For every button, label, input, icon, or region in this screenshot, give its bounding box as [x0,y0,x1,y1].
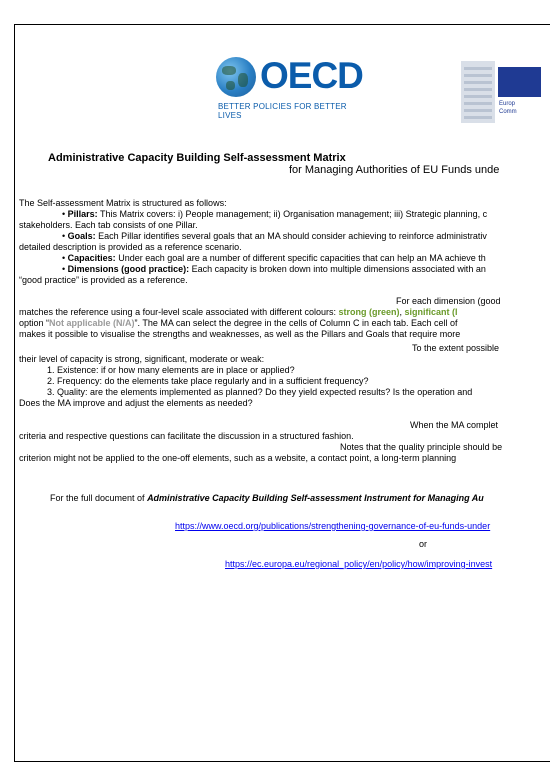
ec-regional-policy-link[interactable]: https://ec.europa.eu/regional_policy/en/policy/how/improving-invest [225,559,493,569]
notes-right: Notes that the quality principle should be [340,442,503,452]
or-text: or [419,539,428,549]
scale-intro-right: For each dimension (good [396,296,501,306]
scale-line1 [19,308,458,318]
scale-line1-text: matches the reference using a four-level scale associated with different colours: [19,307,339,317]
oecd-wordmark: OECD [260,55,363,96]
capacities-text: Under each goal are a number of different specific capacities that can help an MA achieve th [115,253,486,263]
complete-right: When the MA complet [410,420,499,430]
scale-line3: makes it possible to visualise the strengths and weaknesses, as well as the Pillars and Goals that require more [19,329,461,339]
scale-line2 [19,319,458,329]
oecd-publication-link[interactable]: https://www.oecd.org/publications/strengthening-governance-of-eu-funds-under [175,521,491,531]
pillars-label: Pillars: [67,209,98,219]
scale-significant: significant (l [404,307,458,317]
building-icon [461,61,495,123]
eu-label-line2: Comm [499,109,517,115]
complete-line: criteria and respective questions can facilitate the discussion in a structured fashion. [19,431,354,441]
scale-separator: , [399,307,405,317]
extent-line: their level of capacity is strong, significant, moderate or weak: [19,354,265,364]
goals-line: • Goals: Each Pillar identifies several goals that an MA should consider achieving to reinforce administrativ [62,231,487,241]
eu-flag-icon [498,67,541,97]
page-title: Administrative Capacity Building Self-assessment Matrix [48,152,346,164]
dimensions-label: Dimensions (good practice): [67,264,190,274]
pillars-line: • Pillars: This Matrix covers: i) People management; ii) Organisation management; iii) Strategic planning, c [62,209,488,219]
oecd-logo [216,53,363,120]
dimensions-text: Each capacity is broken down into multiple dimensions associated with an [189,264,486,274]
notes-line: criterion might not be applied to the one-off elements, such as a website, a contact point, a long-term planning [19,453,457,463]
pillars-cont: stakeholders. Each tab consists of one Pillar. [19,220,198,230]
scale-line2-text-a: option “ [19,318,50,328]
goals-label: Goals: [67,231,96,241]
full-document-title: Administrative Capacity Building Self-assessment Instrument for Managing Au [147,493,484,503]
capacities-label: Capacities: [67,253,116,263]
scale-not-applicable: Not applicable (N/A) [49,318,135,328]
intro-text: The Self-assessment Matrix is structured as follows: [19,198,227,208]
scale-strong: strong (green) [338,307,400,317]
dimensions-cont: “good practice” is provided as a reference. [19,275,188,285]
eu-label-line1: Europ [499,101,516,107]
goals-text: Each Pillar identifies several goals that an MA should consider achieving to reinforce administrativ [95,231,487,241]
criterion-quality-cont: Does the MA improve and adjust the elements as needed? [19,398,253,408]
dimensions-line: • Dimensions (good practice): Each capacity is broken down into multiple dimensions associated with an [62,264,486,274]
capacities-line: • Capacities: Under each goal are a number of different specific capacities that can help an MA achieve th [62,253,486,263]
oecd-tagline: BETTER POLICIES FOR BETTER LIVES [218,102,347,120]
scale-line2-text-b: ”. The MA can select the degree in the cells of Column C in each tab. Each cell of [134,318,458,328]
goals-cont: detailed description is provided as a reference scenario. [19,242,242,252]
criterion-quality: 3. Quality: are the elements implemented as planned? Do they yield expected results? Is the operation and [47,387,473,397]
full-document-prefix: For the full document of [50,493,148,503]
full-document-line [50,494,484,504]
globe-icon [216,57,256,97]
european-commission-logo [461,61,541,123]
pillars-text: This Matrix covers: i) People management; ii) Organisation management; iii) Strategic planning, c [97,209,488,219]
page-subtitle: for Managing Authorities of EU Funds unde [289,164,500,176]
criterion-frequency: 2. Frequency: do the elements take place regularly and in a sufficient frequency? [47,376,369,386]
extent-right: To the extent possible [412,343,500,353]
criterion-existence: 1. Existence: if or how many elements are in place or applied? [47,365,295,375]
